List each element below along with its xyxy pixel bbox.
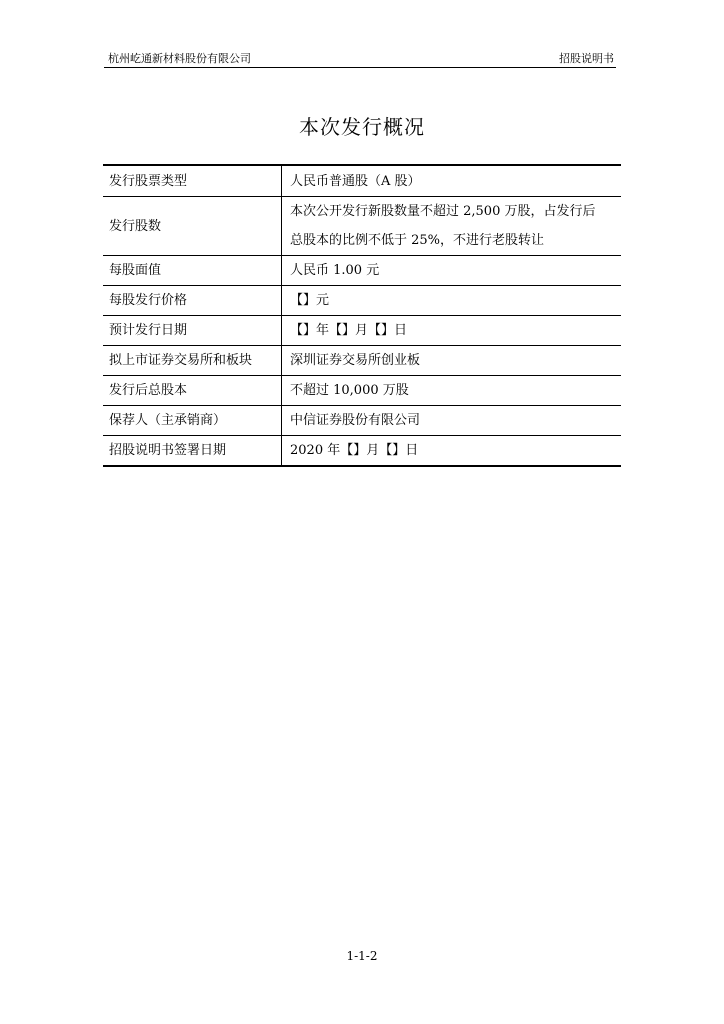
row-label: 发行后总股本	[103, 376, 282, 406]
row-value: 【】元	[282, 286, 622, 316]
header-document-type: 招股说明书	[559, 52, 614, 65]
row-value: 2020 年【】月【】日	[282, 436, 622, 467]
page-number: 1-1-2	[346, 949, 378, 963]
row-label: 发行股票类型	[103, 165, 282, 197]
row-label: 拟上市证券交易所和板块	[103, 346, 282, 376]
table-row	[103, 256, 621, 286]
page-header	[104, 50, 616, 68]
row-label: 保荐人（主承销商）	[103, 406, 282, 436]
row-value	[282, 197, 622, 256]
row-value-line: 本次公开发行新股数量不超过 2,500 万股，占发行后	[290, 204, 596, 219]
table-row	[103, 376, 621, 406]
table-row	[103, 165, 621, 197]
row-value: 人民币普通股（A 股）	[290, 173, 421, 189]
header-company-name: 杭州屹通新材料股份有限公司	[108, 52, 251, 65]
table-row	[103, 316, 621, 346]
row-value: 中信证券股份有限公司	[282, 406, 622, 436]
row-value: 【】年【】月【】日	[282, 316, 622, 346]
row-label: 每股面值	[103, 256, 282, 286]
page-title: 本次发行概况	[299, 115, 425, 139]
row-value: 深圳证券交易所创业板	[282, 346, 622, 376]
row-value-line: 总股本的比例不低于 25%，不进行老股转让	[290, 233, 545, 248]
table-row	[103, 436, 621, 467]
row-label: 每股发行价格	[103, 286, 282, 316]
table-row	[103, 197, 621, 256]
row-label: 预计发行日期	[103, 316, 282, 346]
row-value: 人民币 1.00 元	[282, 256, 622, 286]
row-label: 招股说明书签署日期	[103, 436, 282, 467]
table-row	[103, 346, 621, 376]
row-label: 发行股数	[103, 197, 282, 256]
table-row	[103, 286, 621, 316]
header-divider	[104, 67, 616, 68]
offering-summary-table	[103, 164, 621, 467]
row-value: 不超过 10,000 万股	[282, 376, 622, 406]
table-row	[103, 406, 621, 436]
